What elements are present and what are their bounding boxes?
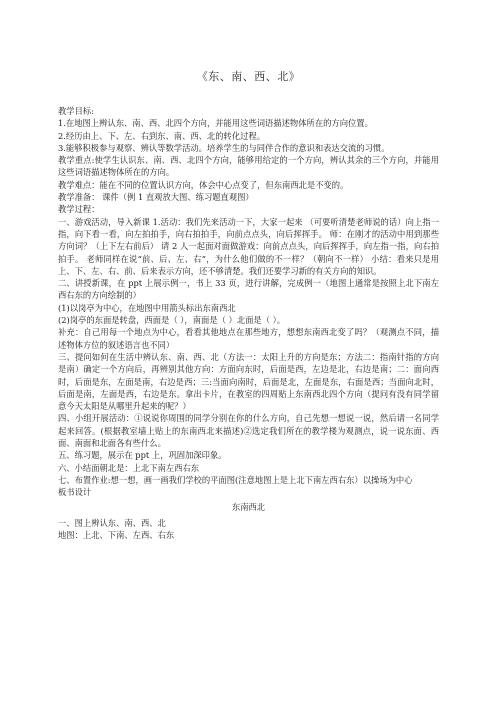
board-line-1: 一、图上辨认东、南、西、北 bbox=[58, 517, 166, 528]
paragraph-section-3: 三、提问如何在生活中辨认东、南、西、北（方法一：太阳上升的方向是东；方法二：指南针指的方向是南）确定一个方向后，再辨别其他方向：方面向东时，后面是西，左边是北，右边是南；二：面向西时，后面是东，左面是南，右边是西；三:当面向南时，后面是北，左面是东，右面是西；当面向北时，后面是南，左面是西，右边是东。拿出卡片，在教室的四周贴上东南西北四个方向（提问有没有同学留意今天太阳是从哪里升起来的呢？） bbox=[58, 351, 439, 412]
paragraph-objectives-heading: 教学目标: bbox=[58, 106, 94, 116]
lesson-plan-body bbox=[58, 105, 439, 541]
paragraph-section-7: 七、布置作业:想一想，画一画我们学校的平面图(注意地图上是上北下南左西右东）以操场为中心 bbox=[58, 474, 413, 485]
paragraph-key-points: 教学重点:使学生认识东、南、西、北四个方向，能够用给定的一个方向，辨认其余的三个方向，并能用这些词语描述物体所在的方向。 bbox=[58, 155, 439, 178]
paragraph-supplement: 补充：自己用每一个地点为中心，看看其他地点在那些地方，想想东南西北变了吗？（观测点不同，描述物体方位的叙述语言也不同） bbox=[58, 327, 439, 350]
paragraph-objective-1: 1.在地图上辨认东、南、西、北四个方向，并能用这些词语描述物体所在的方向位置。 bbox=[58, 118, 373, 129]
document-title: 《东、南、西、北》 bbox=[196, 70, 301, 83]
paragraph-section-6: 六、小结面朝北是：上北下南左西右东 bbox=[58, 462, 200, 473]
paragraph-board-heading: 板书设计 bbox=[58, 487, 92, 498]
paragraph-objective-3: 3.能够积极参与观察、辨认等数学活动。培养学生的与同伴合作的意识和表达交流的习惯。 bbox=[58, 142, 390, 153]
paragraph-preparation: 教学准备： 课件（例 1 直观放大图、练习题直观图） bbox=[58, 192, 254, 203]
paragraph-section-5: 五、练习题，展示在 ppt 上，巩固加深印象。 bbox=[58, 450, 227, 461]
paragraph-section-4: 四、小组开展活动：①说说你周围的同学分别在你的什么方向，自己先想一想说一说，然后请一名同学起来回答。(根据教室墙上贴上的东南西北来描述)②选定我们所在的教学楼为观测点，说一说东面、西面、南面和北面各有些什么。 bbox=[58, 413, 439, 449]
paragraph-process-heading: 教学过程： bbox=[58, 204, 100, 215]
paragraph-difficulties: 教学难点：能在不同的位置认识方向，体会中心点变了，但东南西北是不变的。 bbox=[58, 179, 349, 190]
board-line-2: 地图：上北、下南、左西、右东 bbox=[58, 530, 175, 541]
board-title: 东南西北 bbox=[231, 501, 266, 512]
paragraph-section-1: 一、游戏活动，导入新课 1.活动：我们先来活动一下，大家一起来 （可要听清楚老师说的话）向上指一指，向下看一看，向左拍拍手，向右拍拍手，向前点点头，向后挥挥手。 师：在刚才的活动中用到那些方向词？（上下左右前后） 请 2 人一起面对面做游戏：向前点点头，向后挥挥手，向左指一指，向右拍拍手。 老师同样在说“前、后、左、右”，为什么他们做的不一样？（朝向不一样） 小结：看来只是用上、下、左、右、前、后来表示方向，还不够清楚。我们还要学习新的有关方向的知识。 bbox=[58, 216, 439, 276]
paragraph-objective-2: 2.经历由上、下、左、右到东、南、西、北的转化过程。 bbox=[58, 130, 266, 141]
paragraph-section-2: 二、讲授新课，在 ppt 上展示例一，书上 33 页，进行讲解，完成例一（地图上通常是按照上北下南左西右东的方向绘制的） bbox=[58, 278, 439, 301]
paragraph-section-2-item-1: (1)以岗亭为中心，在地图中用箭头标出东南西北 bbox=[58, 302, 236, 313]
paragraph-section-2-item-2: (2)岗亭的东面是转盘，西面是（ ），南面是（ ）北面是（ ）。 bbox=[58, 315, 286, 326]
